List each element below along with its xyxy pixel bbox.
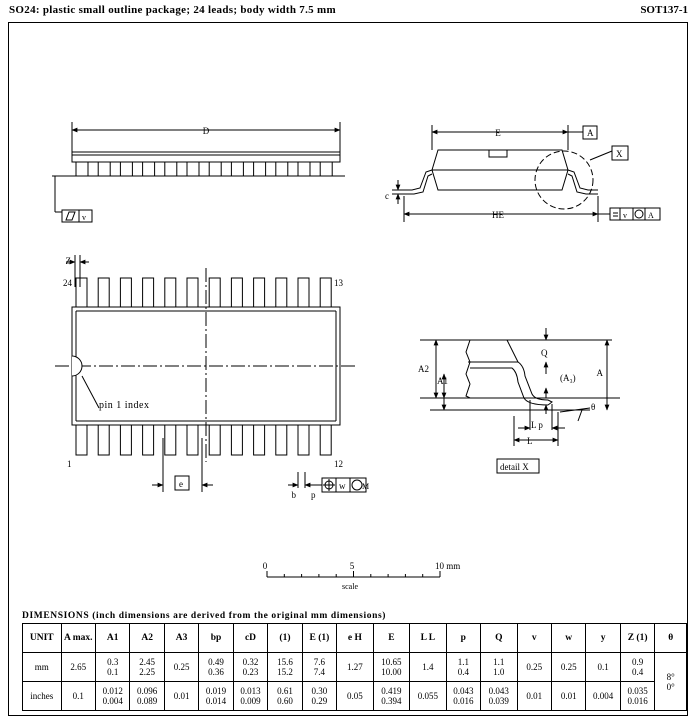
pin-24-label: 24 <box>63 278 72 288</box>
front-lead <box>231 162 243 176</box>
value-cell: 0.419 0.394 <box>373 682 409 711</box>
value-cell: 0.035 0.016 <box>620 682 654 711</box>
column-header: y <box>586 624 620 653</box>
column-header: E <box>373 624 409 653</box>
detail-x-view <box>420 328 620 473</box>
column-header: p <box>446 624 480 653</box>
front-lead <box>165 162 177 176</box>
column-header: Z (1) <box>620 624 654 653</box>
table-row <box>23 653 687 682</box>
bottom-lead <box>209 425 220 455</box>
dim-c-label: c <box>385 191 389 201</box>
column-header: A1 <box>95 624 129 653</box>
value-cell: 1.1 1.0 <box>481 653 517 682</box>
front-lead <box>254 162 266 176</box>
bottom-lead <box>187 425 198 455</box>
front-lead <box>120 162 132 176</box>
dim-A3-label: (A₃) <box>560 373 576 383</box>
table-header-row <box>23 624 687 653</box>
column-header: cD <box>233 624 267 653</box>
value-cell: 0.1 <box>586 653 620 682</box>
value-cell: 0.32 0.23 <box>233 653 267 682</box>
column-header: Q <box>481 624 517 653</box>
pin-1-label: 1 <box>67 459 72 469</box>
value-cell: 0.043 0.039 <box>481 682 517 711</box>
value-cell: 0.30 0.29 <box>302 682 336 711</box>
value-cell: 2.65 <box>61 653 95 682</box>
dim-e-label: e <box>179 479 183 489</box>
top-lead <box>76 278 87 308</box>
unit-cell: inches <box>23 682 62 711</box>
top-lead <box>98 278 109 308</box>
column-header: w <box>551 624 585 653</box>
top-lead <box>120 278 131 308</box>
top-lead <box>276 278 287 308</box>
dimensions-title: DIMENSIONS (inch dimensions are derived from the original mm dimensions) <box>22 611 387 621</box>
front-lead <box>143 162 155 176</box>
dim-L-label: L <box>527 436 533 446</box>
dim-Z-label: Z <box>65 256 71 266</box>
pin-13-label: 13 <box>334 278 343 288</box>
ref-w-label: w <box>339 481 346 491</box>
column-header: A3 <box>164 624 198 653</box>
value-cell: 0.01 <box>517 682 551 711</box>
value-cell: 1.27 <box>337 653 373 682</box>
column-header: θ <box>655 624 687 653</box>
unit-cell: mm <box>23 653 62 682</box>
theta-label: θ <box>591 402 596 412</box>
front-lead <box>276 162 288 176</box>
value-cell: 7.6 7.4 <box>302 653 336 682</box>
value-cell: 0.25 <box>517 653 551 682</box>
ref-M-label: M <box>362 482 370 491</box>
top-lead <box>187 278 198 308</box>
value-cell: 0.013 0.009 <box>233 682 267 711</box>
value-cell: 0.3 0.1 <box>95 653 129 682</box>
table-row <box>23 682 687 711</box>
front-view <box>52 122 345 222</box>
value-cell: 0.019 0.014 <box>199 682 233 711</box>
value-cell: 1.4 <box>410 653 446 682</box>
ref-v-label: v <box>82 213 86 222</box>
value-cell: 0.25 <box>551 653 585 682</box>
package-code: SOT137-1 <box>640 4 688 16</box>
value-cell: 0.01 <box>551 682 585 711</box>
top-lead <box>298 278 309 308</box>
value-cell: 0.05 <box>337 682 373 711</box>
column-header: A2 <box>130 624 164 653</box>
dim-D-label: D <box>202 126 210 136</box>
scale-bar <box>267 571 440 577</box>
side-ref-A: A <box>648 211 654 220</box>
value-cell: 0.004 <box>586 682 620 711</box>
scale-tick-5: 5 <box>349 561 355 571</box>
value-cell: 0.055 <box>410 682 446 711</box>
dim-A-label: A <box>596 368 603 378</box>
dim-b-label: b <box>291 490 296 500</box>
value-cell: 0.1 <box>61 682 95 711</box>
column-header: e H <box>337 624 373 653</box>
front-lead <box>76 162 88 176</box>
pin1-index-label: pin 1 index <box>99 400 150 411</box>
front-lead <box>320 162 332 176</box>
top-lead <box>320 278 331 308</box>
value-cell: 1.1 0.4 <box>446 653 480 682</box>
value-cell: 0.9 0.4 <box>620 653 654 682</box>
front-lead <box>298 162 310 176</box>
bottom-lead <box>320 425 331 455</box>
value-cell: 0.25 <box>164 653 198 682</box>
column-header: L L <box>410 624 446 653</box>
bottom-lead <box>254 425 265 455</box>
side-view <box>392 125 660 222</box>
bottom-lead <box>298 425 309 455</box>
dimensions-table <box>22 623 687 711</box>
column-header: A max. <box>61 624 95 653</box>
dim-Q-label: Q <box>541 348 548 358</box>
page-title: SO24: plastic small outline package; 24 leads; body width 7.5 mm <box>9 4 336 16</box>
dim-A1-label: A1 <box>437 376 448 386</box>
value-cell: 0.01 <box>164 682 198 711</box>
dim-A2-label: A2 <box>418 364 429 374</box>
top-lead <box>254 278 265 308</box>
column-header: UNIT <box>23 624 62 653</box>
dim-p-label: p <box>311 490 316 500</box>
bottom-lead <box>143 425 154 455</box>
front-lead <box>98 162 110 176</box>
top-lead <box>231 278 242 308</box>
top-lead <box>209 278 220 308</box>
dim-Lp-label: L p <box>531 420 543 430</box>
front-lead <box>187 162 199 176</box>
value-cell: 10.65 10.00 <box>373 653 409 682</box>
scale-tick-0: 0 <box>262 561 268 571</box>
value-cell: 0.096 0.089 <box>130 682 164 711</box>
bottom-lead <box>276 425 287 455</box>
datum-A-label: A <box>587 128 594 138</box>
value-cell: 0.012 0.004 <box>95 682 129 711</box>
pin-12-label: 12 <box>334 459 343 469</box>
top-lead <box>143 278 154 308</box>
detail-X-marker: X <box>616 149 623 159</box>
column-header: (1) <box>268 624 302 653</box>
theta-cell: 8° 0° <box>655 653 687 711</box>
plan-view <box>55 255 366 492</box>
side-ref-v: v <box>623 211 627 220</box>
bottom-lead <box>76 425 87 455</box>
value-cell: 0.49 0.36 <box>199 653 233 682</box>
dim-E-label: E <box>495 128 501 138</box>
scale-tick-10: 10 mm <box>435 561 461 571</box>
top-lead <box>165 278 176 308</box>
scale-label: scale <box>342 582 358 591</box>
value-cell: 2.45 2.25 <box>130 653 164 682</box>
bottom-lead <box>98 425 109 455</box>
value-cell: 15.6 15.2 <box>268 653 302 682</box>
value-cell: 0.61 0.60 <box>268 682 302 711</box>
bottom-lead <box>165 425 176 455</box>
value-cell: 0.043 0.016 <box>446 682 480 711</box>
front-lead <box>209 162 221 176</box>
bottom-lead <box>120 425 131 455</box>
detail-x-caption: detail X <box>500 462 529 472</box>
column-header: bp <box>199 624 233 653</box>
column-header: E (1) <box>302 624 336 653</box>
bottom-lead <box>231 425 242 455</box>
dim-HE-label: HE <box>492 210 504 220</box>
column-header: v <box>517 624 551 653</box>
